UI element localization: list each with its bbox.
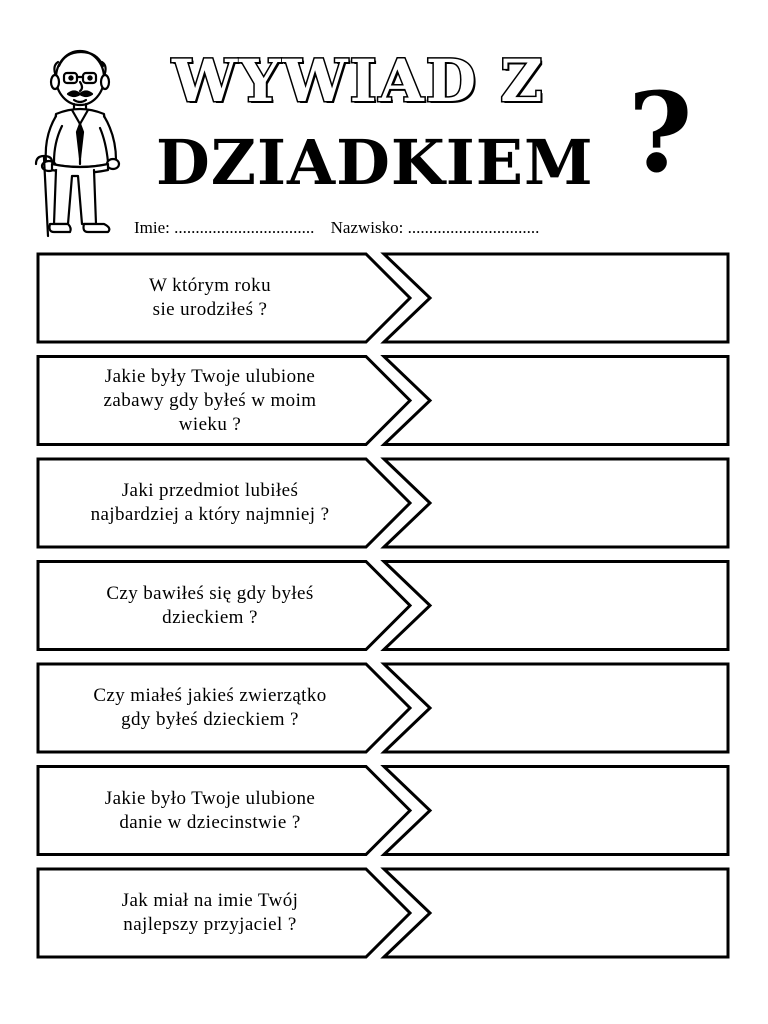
question-text: Czy bawiłeś się gdy byłeś dzieckiem ? xyxy=(106,582,314,628)
question-text: Jakie było Twoje ulubione danie w dziecinstwie ? xyxy=(104,787,316,833)
question-text: Jak miał na imie Twój najlepszy przyjaciel ? xyxy=(121,890,299,935)
name-field[interactable]: Imie: ................................. xyxy=(134,218,315,237)
question-text: Jaki przedmiot lubiłeś najbardziej a który najmniej ? xyxy=(90,480,330,525)
answer-box[interactable] xyxy=(384,767,728,855)
answer-box[interactable] xyxy=(384,254,728,342)
answer-box[interactable] xyxy=(384,562,728,650)
title-line-2: DZIADKIEM xyxy=(156,126,594,199)
question-text: Jakie były Twoje ulubione zabawy gdy byłeś w moim wieku ? xyxy=(103,365,317,435)
title-line-1: WYWIAD Z xyxy=(172,47,545,115)
answer-box[interactable] xyxy=(384,664,728,752)
answer-box[interactable] xyxy=(384,869,728,957)
question-mark-decoration: ? xyxy=(628,68,693,197)
answer-box[interactable] xyxy=(384,459,728,547)
question-text: W którym roku sie urodziłeś ? xyxy=(148,275,271,320)
answer-box[interactable] xyxy=(384,357,728,445)
surname-field[interactable]: Nazwisko: ............................... xyxy=(330,218,540,237)
question-text: Czy miałeś jakieś zwierzątko gdy byłeś dzieckiem ? xyxy=(93,685,327,730)
